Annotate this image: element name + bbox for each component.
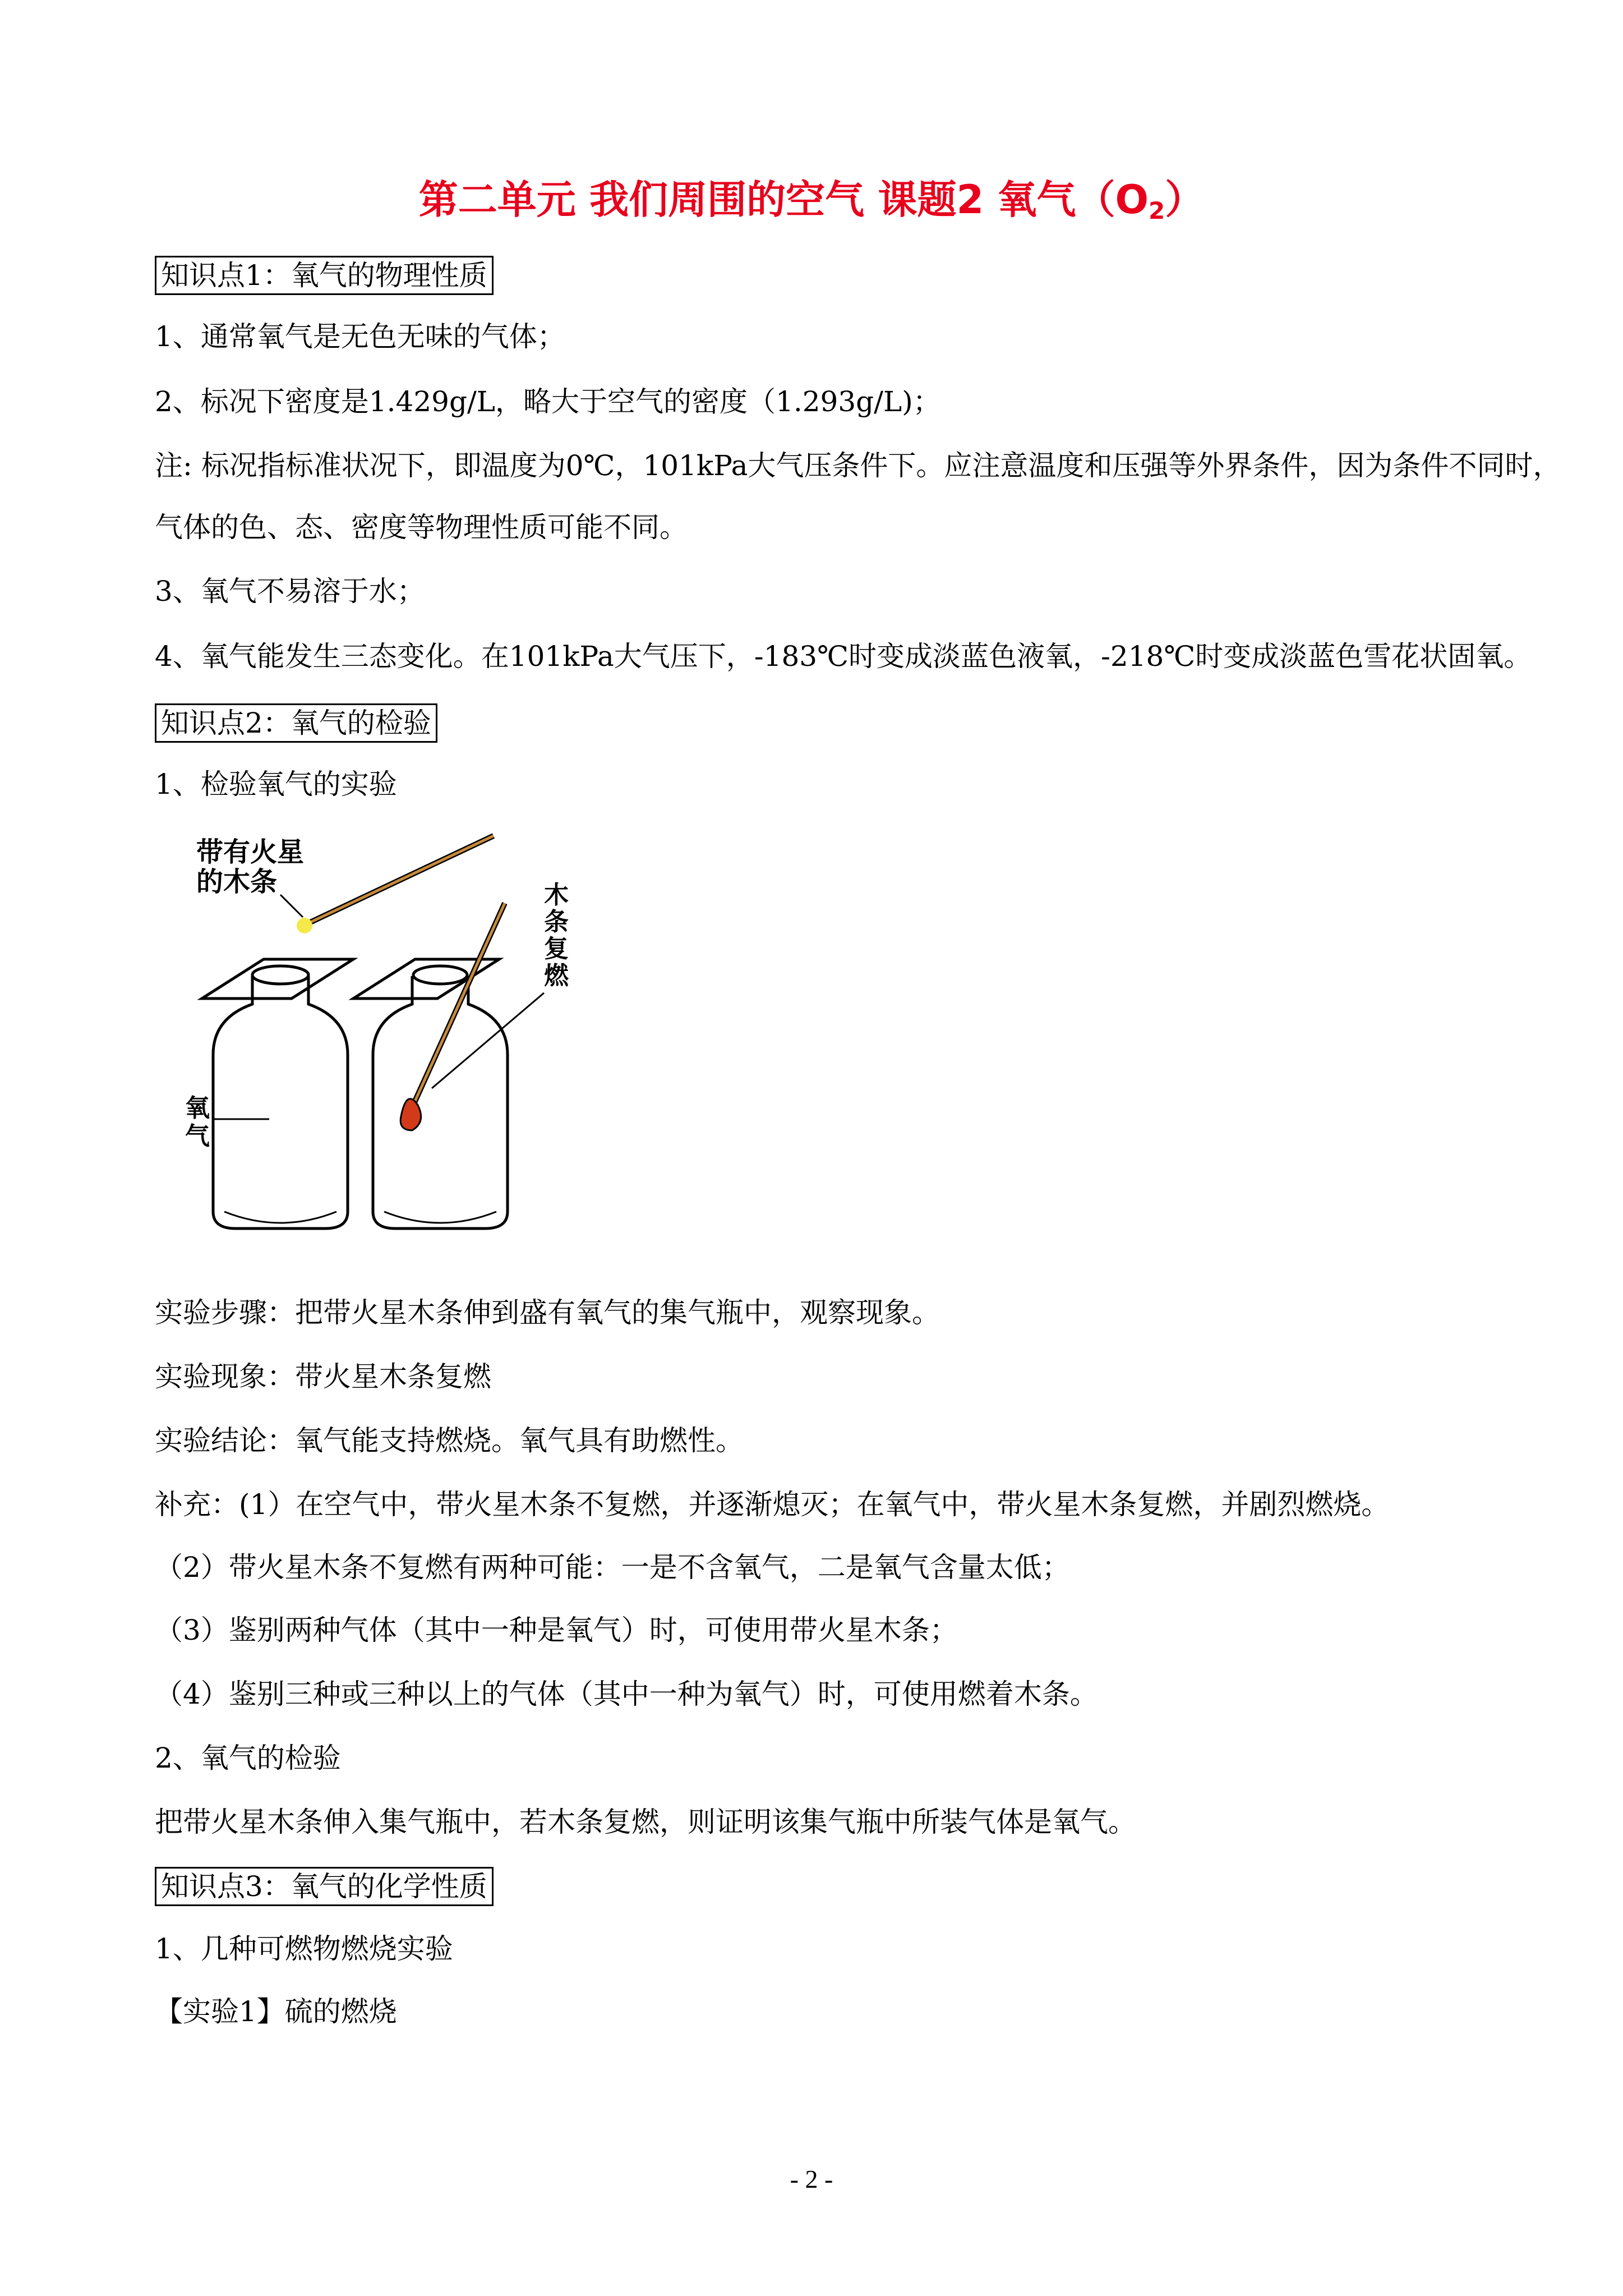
paragraph: 实验步骤：把带火星木条伸到盛有氧气的集气瓶中，观察现象。 [155,1296,940,1329]
gas-jar-right [353,959,508,1228]
label-glowing-splint-2: 的木条 [196,866,278,898]
section-heading-physical-properties: 知识点1：氧气的物理性质 [155,256,494,295]
label-reignite-2: 条 [544,908,569,936]
paragraph: 2、标况下密度是1.429g/L，略大于空气的密度（1.293g/L)； [155,385,941,418]
paragraph: （2）带火星木条不复燃有两种可能：一是不含氧气，二是氧气含量太低； [155,1551,1070,1584]
paragraph: 4、氧气能发生三态变化。在101kPa大气压下，-183℃时变成淡蓝色液氧，-218℃时变成淡蓝色雪花状固氧。 [155,640,1532,673]
label-oxygen-1: 氧 [185,1094,210,1122]
paragraph: （4）鉴别三种或三种以上的气体（其中一种为氧气）时，可使用燃着木条。 [155,1678,1098,1710]
section-heading-chemical-properties: 知识点3：氧气的化学性质 [155,1867,494,1906]
label-reignite-3: 复 [544,935,569,963]
paragraph-note: 注: 标况指标准状况下，即温度为0℃，101kPa大气压条件下。应注意温度和压强等外界条件，因为条件不同时， [155,449,1561,482]
paragraph: 【实验1】硫的燃烧 [155,1995,397,2028]
page-number: - 2 - [790,2165,833,2193]
paragraph: 实验现象：带火星木条复燃 [155,1360,491,1393]
paragraph: 3、氧气不易溶于水； [155,575,425,608]
label-reignite-1: 木 [544,881,569,909]
label-pointer [432,993,544,1088]
glow-ember [297,918,312,933]
paragraph: 把带火星木条伸入集气瓶中，若木条复燃，则证明该集气瓶中所装气体是氧气。 [155,1806,1136,1838]
paragraph: 1、检验氧气的实验 [155,768,397,800]
flame-icon [400,1099,421,1130]
paragraph-note: 气体的色、态、密度等物理性质可能不同。 [155,511,688,544]
label-reignite-4: 燃 [544,961,569,990]
paragraph: （3）鉴别两种气体（其中一种是氧气）时，可使用带火星木条； [155,1614,958,1646]
label-pointer [280,895,303,917]
paragraph: 2、氧气的检验 [155,1742,341,1774]
paragraph: 1、通常氧气是无色无味的气体； [155,320,565,353]
paragraph: 实验结论：氧气能支持燃烧。氧气具有助燃性。 [155,1424,744,1457]
gas-jar-left [202,959,353,1228]
label-oxygen-2: 气 [185,1122,210,1151]
oxygen-test-diagram [185,825,611,1262]
section-heading-oxygen-test: 知识点2：氧气的检验 [155,703,437,743]
page-title: 第二单元 我们周围的空气 课题2 氧气$(O_2)$ [418,177,1205,224]
label-glowing-splint-1: 带有火星 [196,836,305,868]
paragraph: 1、几种可燃物燃烧实验 [155,1932,453,1965]
paragraph: 补充：(1）在空气中，带火星木条不复燃，并逐渐熄灭；在氧气中，带火星木条复燃，并剧烈燃烧。 [155,1488,1390,1521]
